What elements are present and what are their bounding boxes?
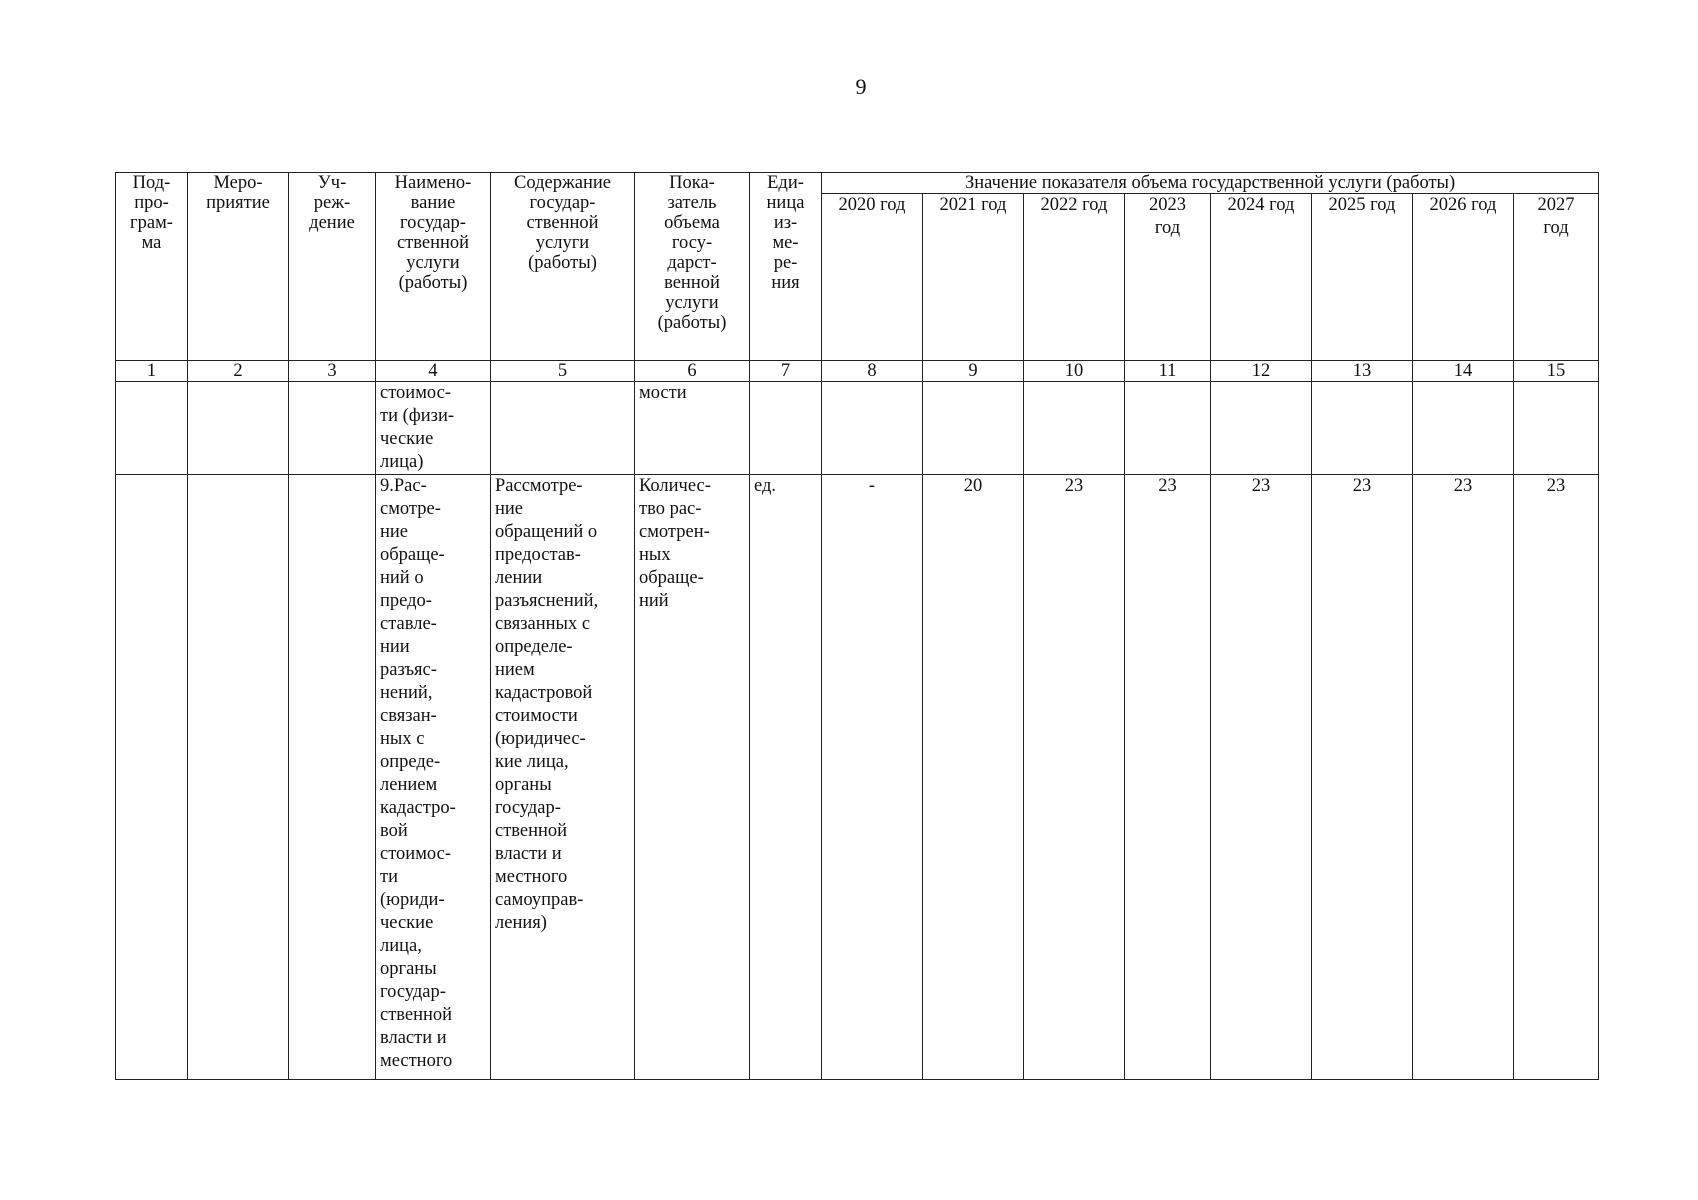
cell-value: 23 [1125, 475, 1211, 1080]
cell-service-content: Рассмотре- ние обращений о предостав- лении разъяснений, связанных с определе- нием кадастровой стоимости (юридичес- кие лица, органы государ- ственной власти и местного самоуправ- ления) [491, 475, 635, 1080]
column-number: 3 [289, 361, 376, 382]
table-row [116, 382, 1599, 475]
cell-value: - [822, 475, 923, 1080]
page-number: 9 [855, 74, 867, 99]
header-year: 2021 год [923, 194, 1024, 361]
header-institution: Уч- реж- дение [289, 173, 376, 361]
header-unit: Еди- ница из- ме- ре- ния [750, 173, 822, 361]
cell-value: 20 [923, 475, 1024, 1080]
header-subprogram: Под- про- грам- ма [116, 173, 188, 361]
cell-indicator: Количес- тво рас- смотрен- ных обраще- ний [635, 475, 750, 1080]
cell-service-name: стоимос- ти (физи- ческие лица) [376, 382, 491, 475]
cell-value: 23 [1024, 475, 1125, 1080]
column-number: 1 [116, 361, 188, 382]
header-year: 2025 год [1312, 194, 1413, 361]
header-indicator: Пока- затель объема госу- дарст- венной услуги (работы) [635, 173, 750, 361]
cell-value [1024, 382, 1125, 475]
header-measure: Меро- приятие [188, 173, 289, 361]
header-year: 2026 год [1413, 194, 1514, 361]
cell-value: 23 [1211, 475, 1312, 1080]
cell-unit [750, 382, 822, 475]
table-row [116, 475, 1599, 1080]
column-number: 6 [635, 361, 750, 382]
header-year: 2022 год [1024, 194, 1125, 361]
cell-value [1211, 382, 1312, 475]
column-number: 10 [1024, 361, 1125, 382]
cell-value [1125, 382, 1211, 475]
header-year: 2023 год [1125, 194, 1211, 361]
header-row [116, 173, 1599, 194]
cell-value [1413, 382, 1514, 475]
header-value-group: Значение показателя объема государственной услуги (работы) [822, 173, 1599, 194]
column-number: 4 [376, 361, 491, 382]
column-number: 12 [1211, 361, 1312, 382]
column-number: 8 [822, 361, 923, 382]
header-year: 2027 год [1514, 194, 1599, 361]
column-numbers-row [116, 361, 1599, 382]
cell-value: 23 [1514, 475, 1599, 1080]
cell-measure [188, 475, 289, 1080]
cell-value: 23 [1413, 475, 1514, 1080]
column-number: 2 [188, 361, 289, 382]
column-number: 14 [1413, 361, 1514, 382]
cell-value: 23 [1312, 475, 1413, 1080]
header-service-name: Наимено- вание государ- ственной услуги (работы) [376, 173, 491, 361]
cell-subprogram [116, 382, 188, 475]
column-number: 7 [750, 361, 822, 382]
cell-subprogram [116, 475, 188, 1080]
cell-value [1514, 382, 1599, 475]
cell-value [1312, 382, 1413, 475]
service-volume-table [115, 172, 1599, 1080]
cell-institution [289, 475, 376, 1080]
cell-unit: ед. [750, 475, 822, 1080]
cell-value [822, 382, 923, 475]
cell-indicator: мости [635, 382, 750, 475]
cell-measure [188, 382, 289, 475]
header-service-content: Содержание государ- ственной услуги (работы) [491, 173, 635, 361]
column-number: 5 [491, 361, 635, 382]
column-number: 11 [1125, 361, 1211, 382]
cell-service-name: 9.Рас- смотре- ние обраще- ний о предо- ставле- нии разъяс- нений, связан- ных с опреде- лением кадастро- вой стоимос- ти (юриди- ческие лица, органы государ- ственной власти и местного [376, 475, 491, 1080]
column-number: 9 [923, 361, 1024, 382]
column-number: 15 [1514, 361, 1599, 382]
header-year: 2024 год [1211, 194, 1312, 361]
cell-institution [289, 382, 376, 475]
column-number: 13 [1312, 361, 1413, 382]
cell-value [923, 382, 1024, 475]
cell-service-content [491, 382, 635, 475]
header-year: 2020 год [822, 194, 923, 361]
